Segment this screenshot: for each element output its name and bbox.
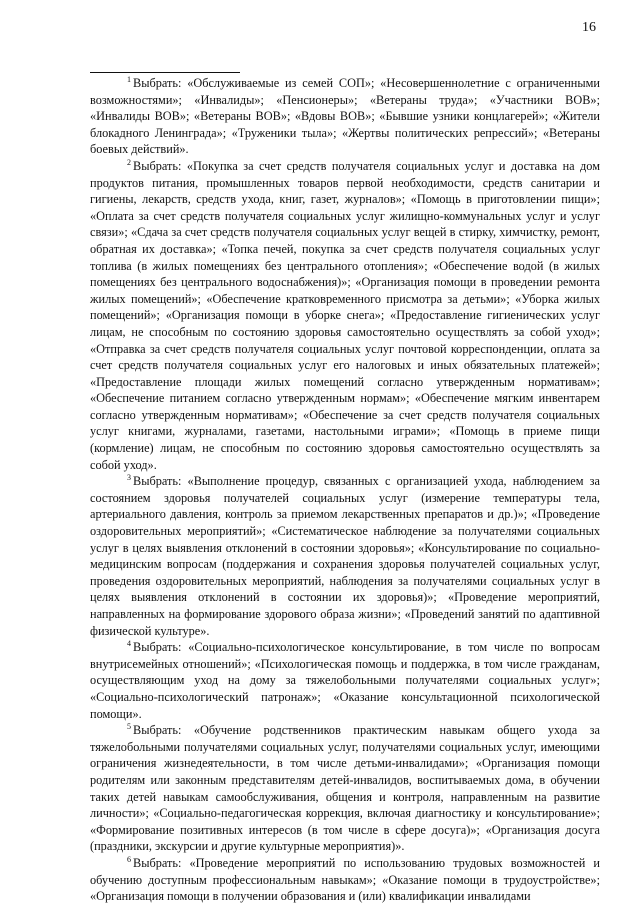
footnote-text: Выбрать: «Выполнение процедур, связанных с организацией ухода, наблюдением за состоянием здоровья получателей социальных услуг (измерение температуры тела, артериального давления, контроль за приемом лекарственных препаратов и др.)»; «Проведение оздоровительных мероприятий»; «Систематическое наблюдение за получателями социальных услуг в целях выявления отклонений в состоянии здоровья»; «Консультирование по социально-медицинским вопросам (поддержания и сохранения здоровья получателей социальных услуг, проведения оздоровительных мероприятий, наблюдения за получателями социальных услуг в целях выявления отклонений в состоянии их здоровья)»; «Проведение мероприятий, направленных на формирование здорового образа жизни»; «Проведений занятий по адаптивной физической культуре». (90, 474, 600, 638)
page-number: 16 (582, 20, 596, 35)
footnote-mark: 5 (127, 722, 131, 732)
footnote-text: Выбрать: «Социально-психологическое консультирование, в том числе по вопросам внутрисемейных отношений»; «Психологическая помощь и поддержка, в том числе гражданам, осуществляющим уход на дому за тяжелобольными получателями социальных услуг»; «Социально-психологический патронаж»; «Оказание консультационной психологической помощи». (90, 640, 600, 721)
footnote-mark: 2 (127, 157, 131, 167)
footnote-text: Выбрать: «Обучение родственников практическим навыкам общего ухода за тяжелобольными получателями социальных услуг, получателями социальных услуг, имеющими ограничения жизнедеятельности, в том числе детьми-инвалидами»; «Организация помощи родителям или законным представителям детей-инвалидов, воспитываемых дома, в обучении таких детей навыкам самообслуживания, общения и контроля, направленным на развитие личности»; «Социально-педагогическая коррекция, включая диагностику и консультирование»; «Формирование позитивных интересов (в том числе в сфере досуга)»; «Организация досуга (праздники, экскурсии и другие культурные мероприятия)». (90, 723, 600, 854)
footnotes-section (90, 75, 600, 905)
footnote-text: Выбрать: «Проведение мероприятий по использованию трудовых возможностей и обучению доступным профессиональным навыкам»; «Оказание помощи в трудоустройстве»; «Организация помощи в получении образования и (или) квалификации инвалидами (90, 855, 600, 904)
footnote-mark: 4 (127, 639, 131, 649)
footnote-separator (90, 72, 240, 73)
footnote-6 (90, 855, 600, 905)
footnote-4 (90, 639, 600, 722)
footnote-mark: 3 (127, 473, 131, 483)
footnote-3 (90, 473, 600, 639)
footnote-mark: 6 (127, 854, 131, 864)
footnote-1 (90, 75, 600, 158)
footnote-5 (90, 722, 600, 855)
footnote-2 (90, 158, 600, 473)
footnote-mark: 1 (127, 75, 131, 84)
footnote-text: Выбрать: «Покупка за счет средств получателя социальных услуг и доставка на дом продуктов питания, промышленных товаров первой необходимости, средств санитарии и гигиены, лекарств, средств ухода, книг, газет, журналов»; «Помощь в приготовлении пищи»; «Оплата за счет средств получателя социальных услуг жилищно-коммунальных услуг и услуг связи»; «Сдача за счет средств получателя социальных услуг вещей в стирку, химчистку, ремонт, обратная их доставка»; «Топка печей, покупка за счет средств получателя социальных услуг топлива (в жилых помещениях без центрального отопления»; «Обеспечение водой (в жилых помещениях без центрального водоснабжения)»; «Организация помощи в проведении ремонта жилых помещений»; «Обеспечение кратковременного присмотра за детьми»; «Уборка жилых помещений»; «Организация помощи в уборке снега»; «Предоставление гигиенических услуг лицам, не способным по состоянию здоровья самостоятельно осуществлять за собой уход»; «Отправка за счет средств получателя социальных услуг почтовой корреспонденции, оплата за счет средств получателя социальных услуг его налоговых и иных обязательных платежей»; «Предоставление площади жилых помещений согласно утвержденным нормативам»; «Обеспечение питанием согласно утвержденным нормам»; «Обеспечение мягким инвентарем согласно утвержденным нормативам»; «Обеспечение за счет средств получателя социальных услуг книгами, журналами, газетами, настольными играми»; «Помощь в приеме пищи (кормление) лицам, не способным по состоянию здоровья самостоятельно осуществлять за собой уход». (90, 158, 600, 472)
footnote-text: Выбрать: «Обслуживаемые из семей СОП»; «Несовершеннолетние с ограниченными возможностями»; «Инвалиды»; «Пенсионеры»; «Ветераны труда»; «Участники ВОВ»; «Инвалиды ВОВ»; «Ветераны ВОВ»; «Вдовы ВОВ»; «Бывшие узники концлагерей»; «Жители блокадного Ленинграда»; «Труженики тыла»; «Жертвы политических репрессий»; «Ветераны боевых действий». (90, 76, 600, 157)
